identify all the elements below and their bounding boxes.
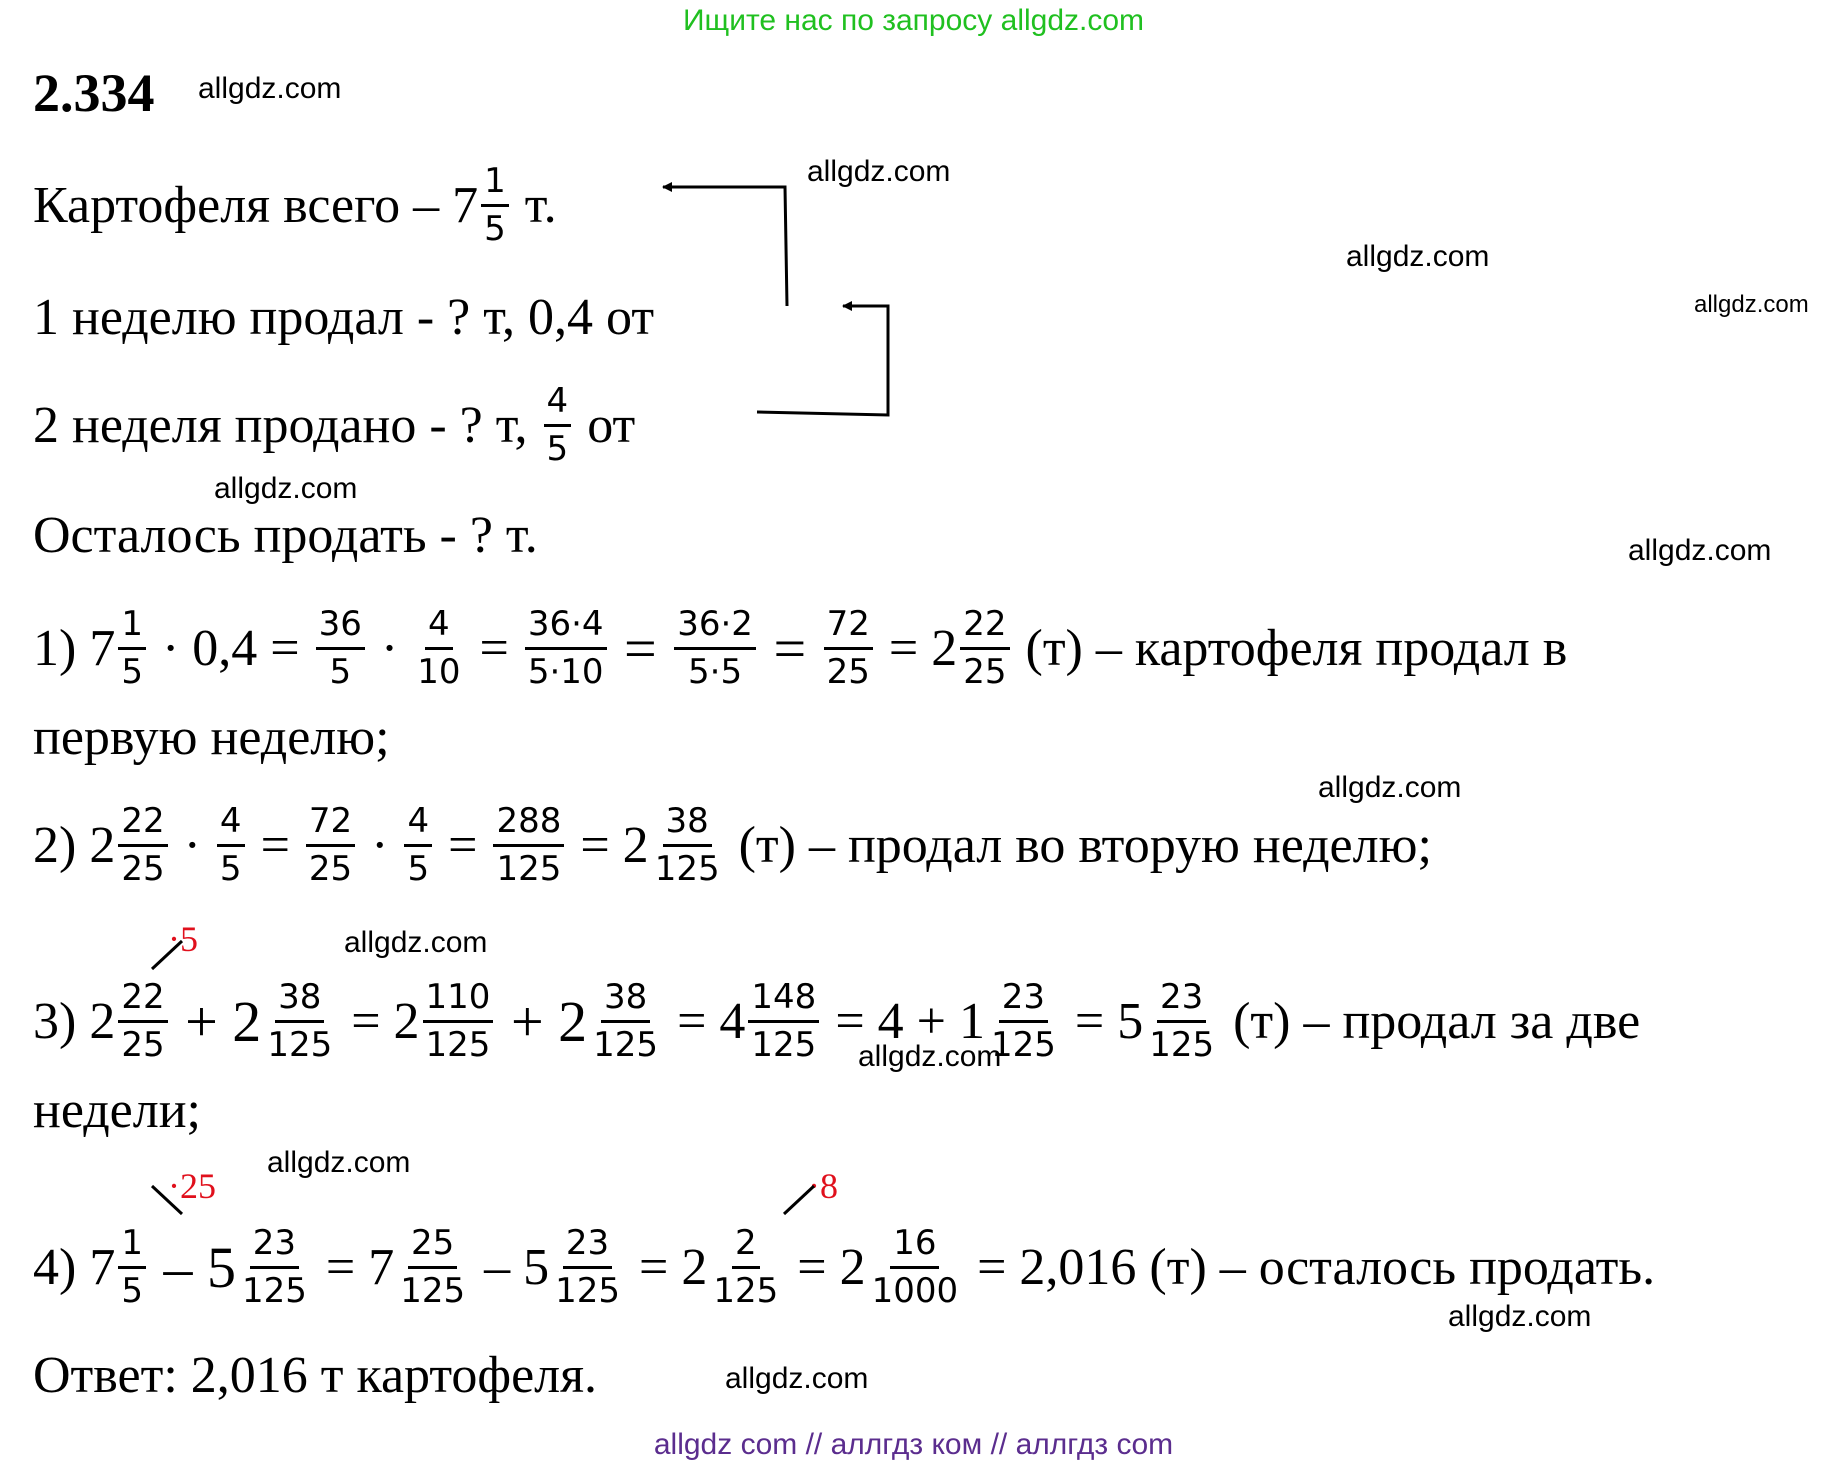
math-text: 125 xyxy=(654,848,720,889)
math-text: · xyxy=(367,619,412,677)
math-text: 5 xyxy=(121,651,143,692)
math-text: 5 xyxy=(546,428,569,469)
watermark: allgdz.com xyxy=(214,472,358,505)
math-text: 25 xyxy=(826,651,870,692)
math-text: 125 xyxy=(400,1270,466,1311)
math-text: 25 xyxy=(308,848,353,889)
math-text: 125 xyxy=(425,1024,491,1065)
fraction xyxy=(710,1223,781,1310)
fraction xyxy=(316,604,365,691)
watermark: allgdz.com xyxy=(1346,240,1490,273)
arrow-week2-to-week1 xyxy=(757,306,888,415)
fraction xyxy=(397,1223,468,1310)
fraction xyxy=(239,1223,310,1310)
math-text: 72 xyxy=(824,604,873,649)
answer xyxy=(33,1320,597,1430)
fraction xyxy=(552,1223,623,1310)
math-text: 23 xyxy=(1157,977,1206,1022)
math-text: 4 xyxy=(404,801,432,846)
fraction xyxy=(1146,977,1217,1064)
fraction xyxy=(414,604,463,691)
solution-step-2 xyxy=(33,790,1432,900)
math-text: 38 xyxy=(601,977,650,1022)
math-text: = 2 xyxy=(626,1238,708,1296)
math-text: + 2 xyxy=(170,988,262,1054)
math-text: 1 xyxy=(481,161,509,206)
fraction xyxy=(118,801,167,888)
math-text: – 5 xyxy=(148,1234,236,1300)
top-banner[interactable]: Ищите нас по запросу allgdz.com xyxy=(682,4,1145,37)
math-text: 4) 7 xyxy=(33,1238,116,1296)
math-text: Картофеля всего – 7 xyxy=(33,176,479,234)
math-text: 23 xyxy=(563,1223,612,1268)
math-text: 125 xyxy=(990,1024,1056,1065)
math-text: (т) – картофеля продал в xyxy=(1012,619,1568,677)
math-text: 125 xyxy=(713,1270,779,1311)
math-text: = xyxy=(609,615,672,681)
fraction xyxy=(306,801,355,888)
problem-number: 2.334 xyxy=(33,63,155,123)
math-text: (т) – продал во вторую неделю; xyxy=(725,816,1432,874)
math-text: 5 xyxy=(484,208,506,249)
fraction xyxy=(748,977,819,1064)
math-text: 2 xyxy=(732,1223,760,1268)
math-text: 1 неделю продал - ? т, 0,4 от xyxy=(33,288,655,346)
math-text: 125 xyxy=(267,1024,333,1065)
fraction xyxy=(404,801,432,888)
math-text: 5 xyxy=(329,651,352,692)
solution-step-3-cont xyxy=(33,1055,201,1165)
math-text: 36 xyxy=(316,604,365,649)
math-text: 125 xyxy=(1149,1024,1215,1065)
fraction xyxy=(960,604,1009,691)
fraction xyxy=(824,604,873,691)
math-text: 4 xyxy=(217,801,245,846)
watermark: allgdz.com xyxy=(344,926,488,959)
arrow-week1-to-total xyxy=(663,187,787,306)
math-text: 1) 7 xyxy=(33,619,116,677)
math-text: 10 xyxy=(417,651,461,692)
math-text: = 7 xyxy=(312,1238,395,1296)
math-text: 5 xyxy=(121,1270,143,1311)
math-text: · xyxy=(170,816,214,874)
math-text: т. xyxy=(511,176,557,234)
math-text: · xyxy=(358,816,402,874)
math-text: 5·5 xyxy=(688,651,743,692)
math-text: = 2 xyxy=(784,1238,866,1296)
math-text: 4 xyxy=(544,381,572,426)
math-text: 38 xyxy=(275,977,324,1022)
math-text: – 5 xyxy=(471,1238,550,1296)
math-text: 25 xyxy=(121,1024,165,1065)
multiplier-annotation: ·25 xyxy=(168,1166,216,1206)
math-text: 22 xyxy=(118,801,167,846)
fraction xyxy=(652,801,723,888)
math-text: 148 xyxy=(748,977,819,1022)
math-text: 125 xyxy=(593,1024,659,1065)
math-text: недели; xyxy=(33,1081,201,1139)
math-text: 38 xyxy=(663,801,712,846)
fraction xyxy=(217,801,245,888)
math-text: = xyxy=(758,615,821,681)
math-text: 23 xyxy=(250,1223,299,1268)
math-text: 22 xyxy=(960,604,1009,649)
math-text: 125 xyxy=(496,848,562,889)
math-text: от xyxy=(574,396,636,454)
math-text: = xyxy=(247,816,303,874)
math-text: = xyxy=(466,619,522,677)
math-text: 23 xyxy=(999,977,1048,1022)
math-text: 16 xyxy=(890,1223,939,1268)
math-text: · 0,4 = xyxy=(148,619,313,677)
fraction xyxy=(988,977,1059,1064)
math-text: 125 xyxy=(751,1024,817,1065)
math-text: = xyxy=(435,816,491,874)
math-text: (т) – продал за две xyxy=(1220,992,1641,1050)
multiplier-annotation: ·5 xyxy=(168,919,198,959)
math-text: + 2 xyxy=(496,988,588,1054)
math-text: Ответ: 2,016 т картофеля. xyxy=(33,1346,598,1404)
math-text: 3) 2 xyxy=(33,992,116,1050)
math-text: 288 xyxy=(493,801,564,846)
solution-step-4 xyxy=(33,1212,1655,1322)
math-text: = 4 + 1 xyxy=(822,992,985,1050)
math-text: 5 xyxy=(219,848,242,889)
math-text: = 2 xyxy=(567,816,649,874)
math-text: 25 xyxy=(121,848,165,889)
solution-step-3 xyxy=(33,966,1640,1076)
fraction xyxy=(118,1223,146,1310)
watermark: allgdz.com xyxy=(858,1040,1002,1073)
math-text: 125 xyxy=(241,1270,307,1311)
solution-step-1-cont xyxy=(33,682,390,792)
watermark: allgdz.com xyxy=(1628,534,1772,567)
math-text: 22 xyxy=(118,977,167,1022)
watermark: allgdz.com xyxy=(1448,1300,1592,1333)
watermark: allgdz.com xyxy=(198,72,342,105)
math-text: 110 xyxy=(423,977,494,1022)
fraction xyxy=(264,977,335,1064)
math-text: 5·10 xyxy=(527,651,604,692)
math-text: 25 xyxy=(408,1223,457,1268)
math-text: 1 xyxy=(118,604,146,649)
watermark: allgdz.com xyxy=(267,1146,411,1179)
multiplier-annotation: ·8 xyxy=(808,1166,838,1206)
watermark: allgdz.com xyxy=(725,1362,869,1395)
fraction xyxy=(118,604,146,691)
math-text: Осталось продать - ? т. xyxy=(33,506,538,564)
math-text: 4 xyxy=(425,604,453,649)
math-text: 1 xyxy=(118,1223,146,1268)
fraction xyxy=(674,604,756,691)
footer-links[interactable]: allgdz com // аллгдз ком // аллгдз com xyxy=(653,1428,1174,1461)
math-text: 5 xyxy=(407,848,430,889)
fraction xyxy=(423,977,494,1064)
math-text: первую неделю; xyxy=(33,708,390,766)
fraction xyxy=(869,1223,962,1310)
math-text: 125 xyxy=(555,1270,621,1311)
math-text: 25 xyxy=(963,651,1007,692)
math-text: = 2 xyxy=(875,619,958,677)
math-text: 2 неделя продано - ? т, xyxy=(33,396,541,454)
watermark: allgdz.com xyxy=(1318,771,1462,804)
fraction xyxy=(118,977,167,1064)
watermark: allgdz.com xyxy=(1694,291,1809,318)
fraction xyxy=(493,801,564,888)
math-text: = 2 xyxy=(338,992,420,1050)
math-text: 1000 xyxy=(871,1270,959,1311)
math-text: 36·2 xyxy=(674,604,756,649)
math-text: 72 xyxy=(306,801,355,846)
math-text: 2) 2 xyxy=(33,816,116,874)
fraction xyxy=(590,977,661,1064)
math-text: = 5 xyxy=(1061,992,1144,1050)
watermark: allgdz.com xyxy=(807,155,951,188)
math-text: = 2,016 (т) – осталось продать. xyxy=(964,1238,1656,1296)
fraction xyxy=(525,604,607,691)
math-text: = 4 xyxy=(664,992,746,1050)
math-text: 36·4 xyxy=(525,604,607,649)
